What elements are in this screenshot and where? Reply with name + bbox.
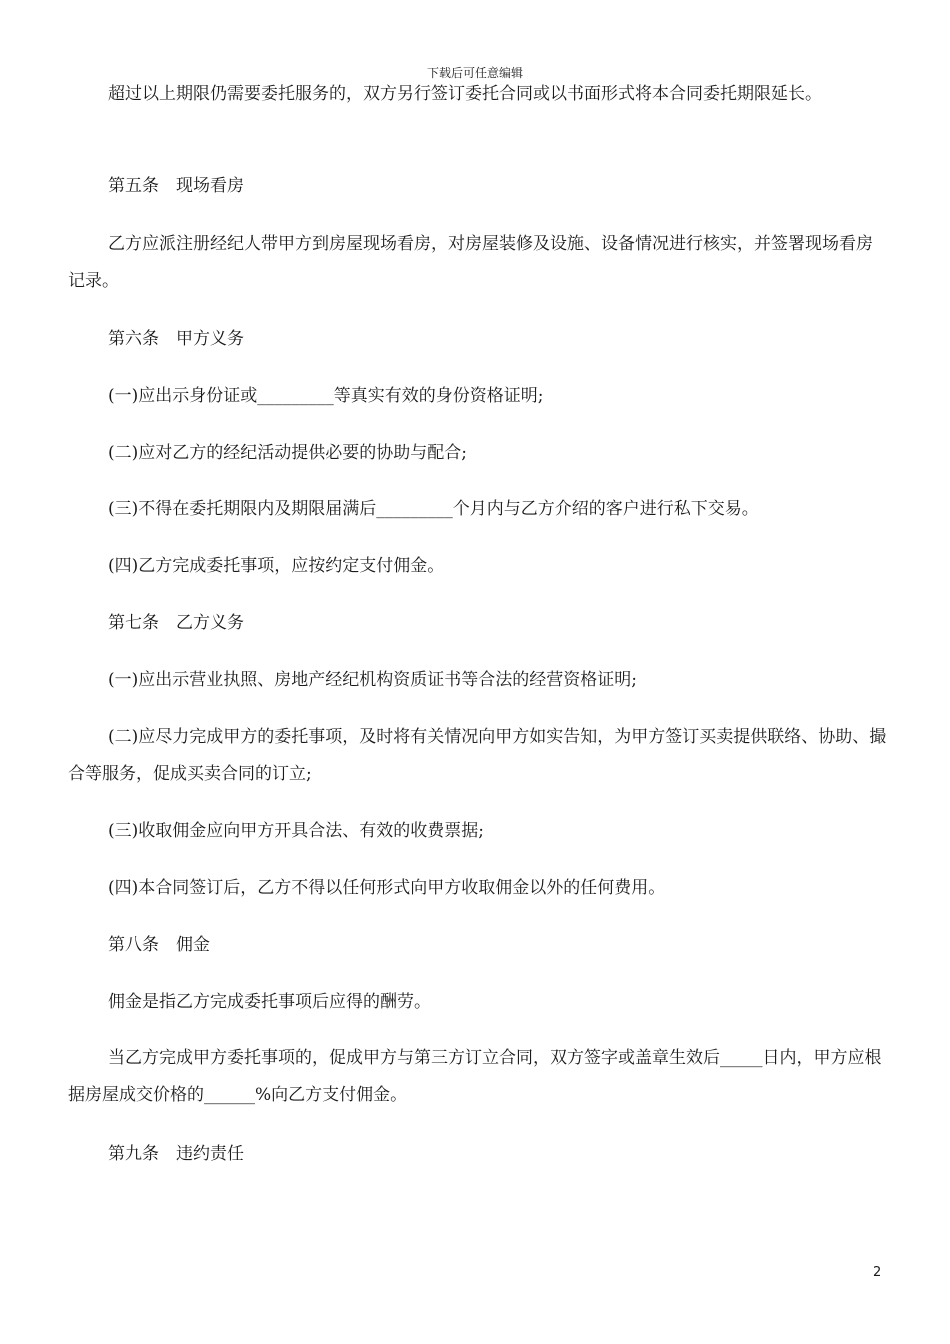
article-7-heading: 第七条 乙方义务	[108, 613, 244, 633]
party-a-duty-4: (四)乙方完成委托事项，应按约定支付佣金。	[108, 556, 445, 576]
paragraph-site-viewing: 乙方应派注册经纪人带甲方到房屋现场看房，对房屋装修及设施、设备情况进行核实，并签署现场看房记录。	[68, 234, 873, 291]
party-a-duty-1: (一)应出示身份证或_________等真实有效的身份资格证明;	[108, 386, 544, 406]
article-6-heading: 第六条 甲方义务	[108, 329, 244, 349]
article-8-heading: 第八条 佣金	[108, 935, 210, 955]
article-9-heading: 第九条 违约责任	[108, 1144, 244, 1164]
party-b-duty-2: (二)应尽力完成甲方的委托事项，及时将有关情况向甲方如实告知，为甲方签订买卖提供联络、协助、撮合等服务，促成买卖合同的订立;	[68, 727, 887, 784]
header-note: 下载后可任意编辑	[426, 66, 523, 80]
commission-payment: 当乙方完成甲方委托事项的，促成甲方与第三方订立合同，双方签字或盖章生效后_____日内，甲方应根据房屋成交价格的______%向乙方支付佣金。	[68, 1048, 882, 1105]
party-b-duty-4: (四)本合同签订后，乙方不得以任何形式向甲方收取佣金以外的任何费用。	[108, 878, 666, 898]
party-a-duty-2: (二)应对乙方的经纪活动提供必要的协助与配合;	[108, 443, 467, 463]
paragraph-extension: 超过以上期限仍需要委托服务的，双方另行签订委托合同或以书面形式将本合同委托期限延长。	[108, 84, 822, 104]
page-number: 2	[873, 1265, 882, 1280]
commission-definition: 佣金是指乙方完成委托事项后应得的酬劳。	[108, 992, 431, 1012]
article-5-heading: 第五条 现场看房	[108, 176, 244, 196]
party-b-duty-3: (三)收取佣金应向甲方开具合法、有效的收费票据;	[108, 821, 484, 841]
party-a-duty-3: (三)不得在委托期限内及期限届满后_________个月内与乙方介绍的客户进行私下交易。	[108, 499, 759, 519]
party-b-duty-1: (一)应出示营业执照、房地产经纪机构资质证书等合法的经营资格证明;	[108, 670, 637, 690]
